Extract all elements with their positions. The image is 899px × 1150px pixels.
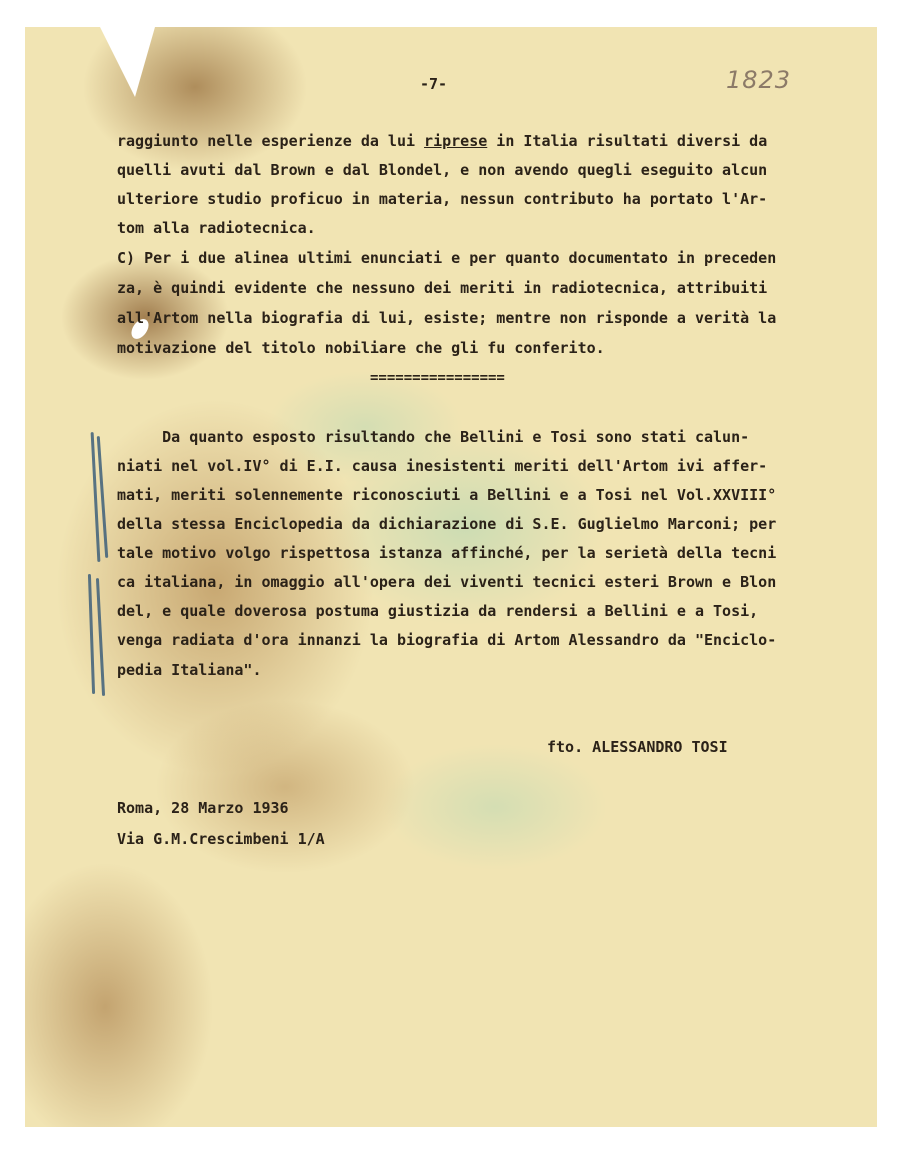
- text-line: del, e quale doverosa postuma giustizia da rendersi a Bellini e a Tosi,: [117, 602, 759, 620]
- text-line: mati, meriti solennemente riconosciuti a Bellini e a Tosi nel Vol.XXVIII°: [117, 486, 777, 504]
- text-line: Da quanto esposto risultando che Bellini e Tosi sono stati calun-: [117, 428, 750, 446]
- text-line: pedia Italiana".: [117, 661, 262, 679]
- address: Via G.M.Crescimbeni 1/A: [117, 830, 325, 848]
- text-line: della stessa Enciclopedia da dichiarazione di S.E. Guglielmo Marconi; per: [117, 515, 777, 533]
- page-number: -7-: [420, 75, 448, 93]
- text-line: niati nel vol.IV° di E.I. causa inesistenti meriti dell'Artom ivi affer-: [117, 457, 768, 475]
- text-line: motivazione del titolo nobiliare che gli fu conferito.: [117, 339, 605, 357]
- text-line: quelli avuti dal Brown e dal Blondel, e non avendo quegli eseguito alcun: [117, 161, 768, 179]
- archive-number: 1823: [726, 66, 792, 94]
- text-line: za, è quindi evidente che nessuno dei meriti in radiotecnica, attribuiti: [117, 279, 768, 297]
- text-line: venga radiata d'ora innanzi la biografia di Artom Alessandro da "Enciclo-: [117, 631, 777, 649]
- signature: fto. ALESSANDRO TOSI: [547, 738, 728, 756]
- text-line: C) Per i due alinea ultimi enunciati e per quanto documentato in preceden: [117, 249, 777, 267]
- place-date: Roma, 28 Marzo 1936: [117, 799, 289, 817]
- separator-line: ================: [370, 370, 505, 386]
- text-line: raggiunto nelle esperienze da lui riprese in Italia risultati diversi da: [117, 132, 768, 150]
- text-line: ulteriore studio proficuo in materia, nessun contributo ha portato l'Ar-: [117, 190, 768, 208]
- text-line: all'Artom nella biografia di lui, esiste; mentre non risponde a verità la: [117, 309, 777, 327]
- text-line: ca italiana, in omaggio all'opera dei viventi tecnici esteri Brown e Blon: [117, 573, 777, 591]
- text-line: tale motivo volgo rispettosa istanza affinché, per la serietà della tecni: [117, 544, 777, 562]
- text-line: tom alla radiotecnica.: [117, 219, 316, 237]
- underlined-word: riprese: [424, 132, 488, 150]
